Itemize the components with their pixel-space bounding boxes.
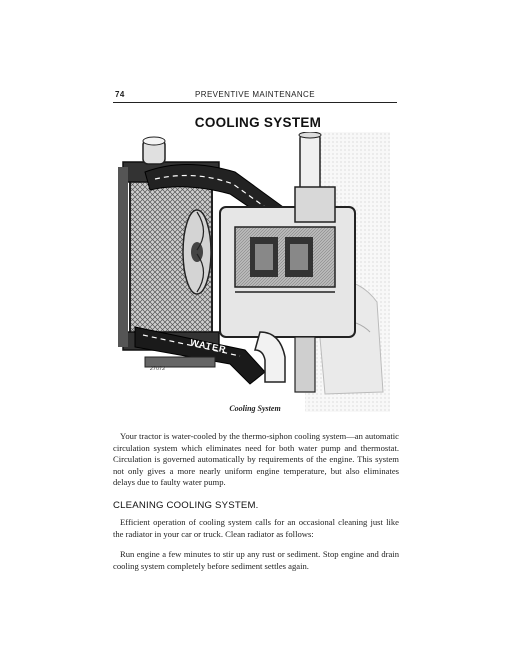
figure-caption: Cooling System xyxy=(229,404,281,413)
page-number: 74 xyxy=(115,90,125,99)
intro-paragraph: Your tractor is water-cooled by the thermo-siphon cooling system—an automatic circulation system which eliminates need for both water pump and thermostat. Circulation is governed automatically by requirements of the engine. This system not only gives a more nearly uniform engine temperature, but also eliminates delays due to faulty water pump. xyxy=(113,431,399,488)
section-title: COOLING SYSTEM xyxy=(194,115,322,130)
pipe-label: WATER xyxy=(189,337,228,355)
cleaning-paragraph-1: Efficient operation of cooling system calls for an occasional cleaning just like the radiator in your car or truck. Clean radiator as follows: xyxy=(113,517,399,539)
running-title: PREVENTIVE MAINTENANCE xyxy=(195,90,315,99)
cleaning-paragraph-2: Run engine a few minutes to stir up any rust or sediment. Stop engine and drain cooling system completely before sediment settles again. xyxy=(113,549,399,571)
figure-number: 27072 xyxy=(150,366,166,372)
running-header xyxy=(113,89,397,103)
cleaning-heading: CLEANING COOLING SYSTEM. xyxy=(113,500,259,511)
